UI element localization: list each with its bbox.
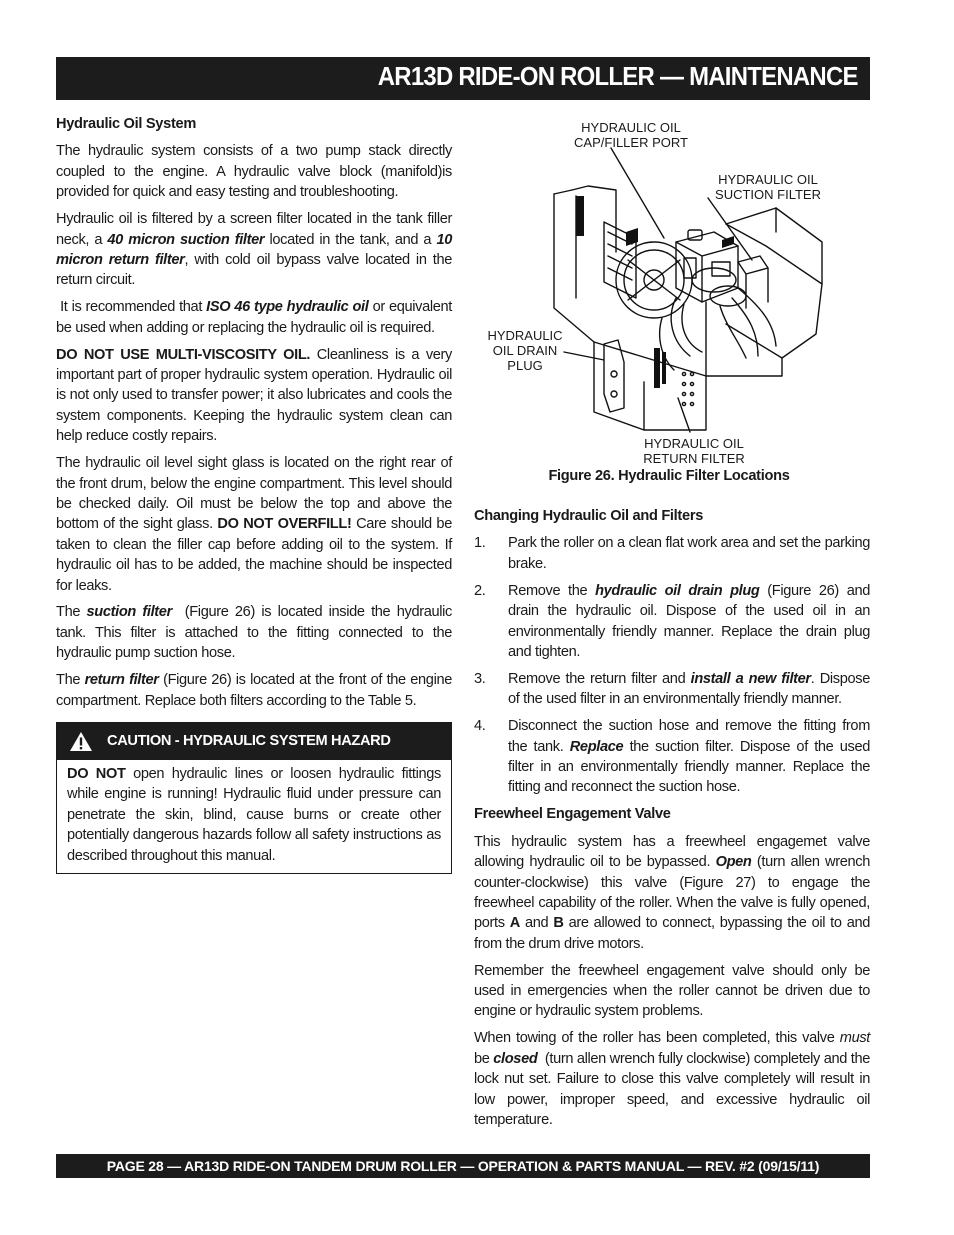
- figure-caption: Figure 26. Hydraulic Filter Locations: [548, 468, 790, 484]
- text: Cleanliness is a very important part of proper hydraulic system operation. Hydraulic oil is not only used to transfer power; it also lubricates and cools the system components. Keeping the hydraulic system clean can help reduce costly repairs.: [56, 346, 453, 445]
- text: (turn allen wrench counter-clockwise) this valve (Figure 27) to engage the freewheel capability of the roller. When the valve is fully opened, ports: [474, 854, 870, 932]
- warning-multi-viscosity: DO NOT USE MULTI-VISCOSITY OIL.: [56, 346, 311, 363]
- text: (turn allen wrench fully clockwise) completely and the lock nut set. Failure to close this valve completely will result in low power, improper speed, and excessive hydraulic oil temperature.: [474, 1050, 874, 1128]
- text: are allowed to connect, bypassing the oil to and from the drum drive motors.: [474, 915, 870, 952]
- text: Park the roller on a clean flat work area and set the parking brake.: [508, 535, 870, 572]
- section-heading-changing-oil: Changing Hydraulic Oil and Filters: [474, 508, 704, 524]
- emphasis-drain-plug: hydraulic oil drain plug: [595, 582, 760, 599]
- footer-text: PAGE 28 — AR13D RIDE-ON TANDEM DRUM ROLLER — OPERATION & PARTS MANUAL — REV. #2 (09/15/11): [106, 1158, 820, 1174]
- callout-suction-filter: HYDRAULIC OIL SUCTION FILTER: [715, 172, 821, 202]
- callout-cap-filler-port: HYDRAULIC OIL CAP/FILLER PORT: [574, 120, 688, 150]
- text: Care should be taken to clean the filler cap before adding oil to the system. If hydraulic oil has to be added, the machine should be inspected for leaks.: [56, 516, 452, 594]
- caution-do-not: DO NOT: [67, 765, 126, 782]
- paragraph-suction-filter: [56, 602, 456, 663]
- paragraph-filters: [56, 209, 452, 291]
- text: Hydraulic oil is filtered by a screen filter located in the tank filler neck, a: [56, 211, 452, 248]
- text: or equivalent be used when adding or replacing the hydraulic oil is required.: [56, 299, 452, 336]
- text: (Figure 26) and drain the hydraulic oil. Dispose of the used oil in an environmentally friendly manner. Replace the drain plug and tighten.: [508, 582, 871, 660]
- page-header: [56, 57, 870, 100]
- caution-title: CAUTION - HYDRAULIC SYSTEM HAZARD: [107, 733, 391, 750]
- hydraulic-system-illustration: [476, 112, 870, 462]
- text: the suction filter. Dispose of the used filter in an environmentally friendly manner. Replace the fitting and reconnect the suction hose.: [508, 738, 870, 796]
- paragraph-freewheel-closing: [474, 1028, 874, 1130]
- text: be: [474, 1050, 494, 1067]
- callout-return-filter: HYDRAULIC OIL RETURN FILTER: [643, 436, 745, 466]
- list-item: [474, 669, 870, 710]
- callout-drain-plug: HYDRAULIC OIL DRAIN PLUG: [487, 328, 563, 373]
- text: and: [519, 915, 554, 932]
- text: When towing of the roller has been completed, this valve: [474, 1030, 840, 1047]
- emphasis-open: Open: [715, 854, 752, 871]
- paragraph-freewheel-intro: [474, 832, 870, 954]
- list-item: [474, 533, 870, 574]
- text: Remove the return filter and: [508, 670, 691, 687]
- paragraph-oil-type: [56, 297, 452, 338]
- paragraph-freewheel-emergency: Remember the freewheel engagement valve should only be used in emergencies when the roller cannot be driven due to engine or hydraulic system problems.: [474, 962, 870, 1020]
- text: The: [56, 672, 85, 689]
- step-number: 2.: [474, 582, 486, 599]
- step-number: 4.: [474, 718, 486, 735]
- figure-hydraulic-filter-locations: [476, 112, 870, 494]
- right-column: [474, 506, 874, 1137]
- emphasis-closed: closed: [493, 1050, 538, 1067]
- emphasis-suction-filter-2: suction filter: [86, 604, 172, 621]
- port-b: B: [553, 915, 564, 932]
- steps-list: [474, 533, 870, 797]
- step-number: 3.: [474, 670, 486, 687]
- text: The hydraulic oil level sight glass is located on the right rear of the front drum, below the engine compartment. This level should be checked daily. Oil must be below the top and above the bottom of the sight glass.: [56, 455, 452, 533]
- emphasis-return-filter: 10 micron return filter: [56, 231, 452, 268]
- text: This hydraulic system has a freewheel engagemet valve allowing hydraulic oil to be bypassed.: [474, 833, 870, 871]
- text: open hydraulic lines or loosen hydraulic fittings while engine is running! Hydraulic fluid under pressure can penetrate the skin, blind, cause burns or create other potentially dangerous hazards follow all safety instructions as described throughout this manual.: [67, 765, 441, 864]
- text: located in the tank, and a: [264, 231, 437, 248]
- left-column: [56, 114, 456, 874]
- emphasis-return-filter-2: return filter: [84, 672, 159, 689]
- caution-header: [57, 723, 451, 760]
- emphasis-replace: Replace: [569, 738, 624, 755]
- section-heading-freewheel-valve: Freewheel Engagement Valve: [474, 806, 671, 823]
- text: Remove the: [508, 582, 596, 599]
- page-title: AR13D RIDE-ON ROLLER — MAINTENANCE: [378, 61, 858, 91]
- text: It is recommended that: [56, 299, 207, 316]
- section-heading-hydraulic-oil-system: Hydraulic Oil System: [56, 116, 196, 132]
- text: The: [56, 604, 87, 621]
- text: (Figure 26) is located inside the hydraulic tank. This filter is attached to the fitting connected to the hydraulic pump suction hose.: [56, 604, 456, 662]
- caution-body: [57, 760, 451, 873]
- emphasis-install-new-filter: install a new filter: [690, 670, 811, 687]
- caution-box: [56, 722, 452, 874]
- paragraph-system-overview: The hydraulic system consists of a two pump stack directly coupled to the engine. A hydraulic valve block (manifold)is provided for quick and easy testing and troubleshooting.: [56, 143, 452, 201]
- paragraph-multi-viscosity: [56, 345, 452, 447]
- list-item: [474, 716, 870, 798]
- text: . Dispose of the used filter in an environmentally friendly manner.: [508, 670, 870, 708]
- page-footer: [56, 1154, 870, 1178]
- list-item: [474, 581, 870, 663]
- text: (Figure 26) is located at the front of the engine compartment. Replace both filters according to the Table 5.: [56, 672, 453, 709]
- step-number: 1.: [474, 535, 486, 552]
- emphasis-suction-filter: 40 micron suction filter: [107, 231, 265, 248]
- emphasis-oil-type: ISO 46 type hydraulic oil: [206, 299, 369, 316]
- text: Disconnect the suction hose and remove the fitting from the tank.: [508, 718, 870, 755]
- text: , with cold oil bypass valve located in the return circuit.: [56, 251, 452, 289]
- emphasis-must: must: [839, 1030, 870, 1047]
- port-a: A: [509, 915, 520, 932]
- paragraph-sight-glass: [56, 453, 452, 596]
- warning-do-not-overfill: DO NOT OVERFILL!: [217, 516, 352, 533]
- paragraph-return-filter: [56, 670, 452, 711]
- warning-triangle-icon: [69, 731, 93, 752]
